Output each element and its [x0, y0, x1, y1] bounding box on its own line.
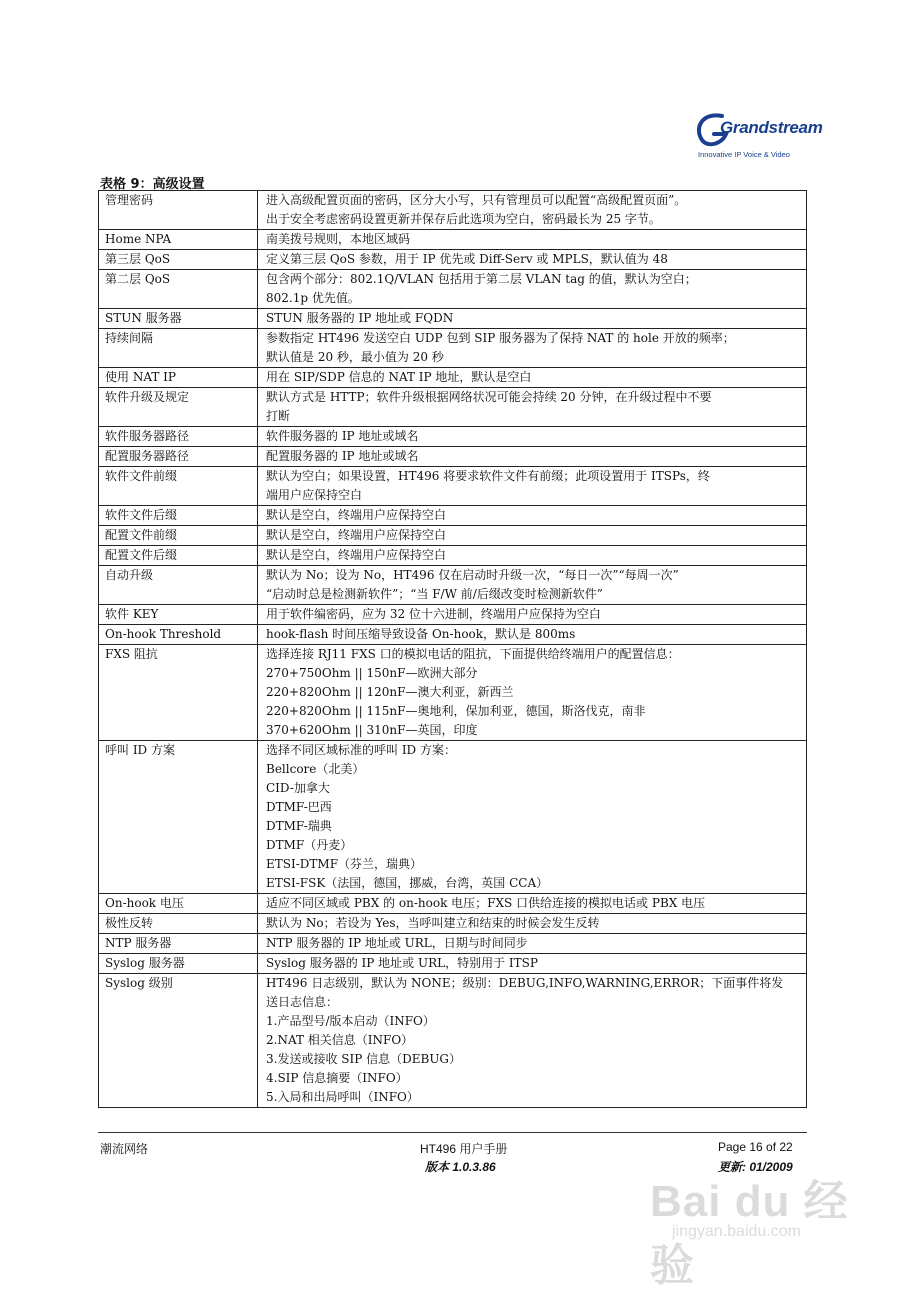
description-line: 270+750Ohm || 150nF—欧洲大部分 [266, 666, 478, 680]
table-row [99, 566, 807, 605]
description-line: 出于安全考虑密码设置更新并保存后此选项为空白，密码最长为 25 字节。 [266, 212, 661, 226]
setting-description [258, 270, 807, 309]
table-row [99, 467, 807, 506]
setting-description [258, 230, 807, 250]
setting-name: On-hook 电压 [99, 894, 258, 914]
setting-name: Syslog 级别 [99, 974, 258, 1108]
setting-name: 持续间隔 [99, 329, 258, 368]
description-line: 默认方式是 HTTP；软件升级根据网络状况可能会持续 20 分钟，在升级过程中不要 [266, 390, 712, 404]
setting-description [258, 741, 807, 894]
logo-brand-text: Grandstream [720, 118, 823, 137]
description-line: DTMF-瑞典 [266, 819, 332, 833]
description-line: 默认是空白，终端用户应保持空白 [266, 528, 447, 542]
setting-description [258, 934, 807, 954]
setting-description [258, 546, 807, 566]
table-row [99, 329, 807, 368]
table-row [99, 427, 807, 447]
description-line: 220+820Ohm || 115nF—奥地利，保加利亚，德国，斯洛伐克，南非 [266, 704, 646, 718]
table-row [99, 230, 807, 250]
description-line: NTP 服务器的 IP 地址或 URL，日期与时间同步 [266, 936, 528, 950]
setting-description [258, 526, 807, 546]
table-row [99, 526, 807, 546]
description-line: 2.NAT 相关信息（INFO） [266, 1033, 414, 1047]
setting-description [258, 566, 807, 605]
table-row [99, 954, 807, 974]
setting-name: 配置文件后缀 [99, 546, 258, 566]
setting-name: 使用 NAT IP [99, 368, 258, 388]
description-line: 南美拨号规则，本地区域码 [266, 232, 411, 246]
description-line: 5.入局和出局呼叫（INFO） [266, 1090, 419, 1104]
description-line: 进入高级配置页面的密码，区分大小写，只有管理员可以配置“高级配置页面”。 [266, 193, 687, 207]
description-line: 220+820Ohm || 120nF—澳大利亚，新西兰 [266, 685, 514, 699]
description-line: HT496 日志级别，默认为 NONE；级别：DEBUG,INFO,WARNING,ERROR；下面事件将发 [266, 976, 784, 990]
description-line: 定义第三层 QoS 参数，用于 IP 优先或 Diff-Serv 或 MPLS，默认值为 48 [266, 252, 668, 266]
description-line: Bellcore（北美） [266, 762, 365, 776]
description-line: 4.SIP 信息摘要（INFO） [266, 1071, 408, 1085]
setting-name: On-hook Threshold [99, 625, 258, 645]
table-row [99, 546, 807, 566]
description-line: 送日志信息： [266, 995, 339, 1009]
description-line: 包含两个部分：802.1Q/VLAN 包括用于第二层 VLAN tag 的值，默认为空白； [266, 272, 697, 286]
description-line: DTMF（丹麦） [266, 838, 353, 852]
table-row [99, 388, 807, 427]
setting-name: 软件服务器路径 [99, 427, 258, 447]
description-line: 选择连接 RJ11 FXS 口的模拟电话的阻抗，下面提供给终端用户的配置信息： [266, 647, 680, 661]
setting-name: 配置服务器路径 [99, 447, 258, 467]
table-row [99, 270, 807, 309]
description-line: 选择不同区域标准的呼叫 ID 方案： [266, 743, 456, 757]
setting-description [258, 645, 807, 741]
table-row [99, 914, 807, 934]
setting-name: 管理密码 [99, 191, 258, 230]
watermark-logo-text: Bai du 经验 [650, 1177, 849, 1290]
setting-name: Home NPA [99, 230, 258, 250]
setting-description [258, 329, 807, 368]
setting-description [258, 914, 807, 934]
setting-description [258, 250, 807, 270]
description-line: ETSI-FSK（法国，德国，挪威，台湾，英国 CCA） [266, 876, 549, 890]
footer-version: 版本 1.0.3.86 [425, 1160, 496, 1174]
description-line: 默认为 No；设为 No，HT496 仅在启动时升级一次，“每日一次”“每周一次” [266, 568, 679, 582]
setting-description [258, 191, 807, 230]
table-row [99, 894, 807, 914]
setting-name: Syslog 服务器 [99, 954, 258, 974]
advanced-settings-table [98, 190, 807, 1108]
table-row [99, 645, 807, 741]
setting-description [258, 506, 807, 526]
grandstream-logo [692, 110, 823, 168]
setting-description [258, 447, 807, 467]
setting-name: FXS 阻抗 [99, 645, 258, 741]
footer-manual-title: HT496 用户手册 [420, 1142, 508, 1156]
description-line: 参数指定 HT496 发送空白 UDP 包到 SIP 服务器为了保持 NAT 的 hole 开放的频率； [266, 331, 735, 345]
description-line: STUN 服务器的 IP 地址或 FQDN [266, 311, 454, 325]
setting-name: STUN 服务器 [99, 309, 258, 329]
setting-name: 呼叫 ID 方案 [99, 741, 258, 894]
table-row [99, 250, 807, 270]
setting-description [258, 625, 807, 645]
table-row [99, 605, 807, 625]
description-line: 软件服务器的 IP 地址或域名 [266, 429, 419, 443]
setting-name: 软件 KEY [99, 605, 258, 625]
footer-divider [98, 1132, 807, 1133]
description-line: 打断 [266, 409, 291, 423]
description-line: Syslog 服务器的 IP 地址或 URL，特别用于 ITSP [266, 956, 538, 970]
setting-name: 极性反转 [99, 914, 258, 934]
description-line: 用于软件编密码，应为 32 位十六进制，终端用户应保持为空白 [266, 607, 601, 621]
setting-description [258, 605, 807, 625]
setting-name: 自动升级 [99, 566, 258, 605]
setting-description [258, 368, 807, 388]
description-line: 用在 SIP/SDP 信息的 NAT IP 地址，默认是空白 [266, 370, 532, 384]
setting-name: 软件文件后缀 [99, 506, 258, 526]
setting-description [258, 309, 807, 329]
setting-description [258, 427, 807, 447]
description-line: ETSI-DTMF（芬兰，瑞典） [266, 857, 423, 871]
setting-description [258, 954, 807, 974]
setting-description [258, 467, 807, 506]
description-line: “启动时总是检测新软件”；“当 F/W 前/后缀改变时检测新软件” [266, 587, 603, 601]
description-line: hook-flash 时间压缩导致设备 On-hook，默认是 800ms [266, 627, 576, 641]
table-row [99, 934, 807, 954]
setting-name: 配置文件前缀 [99, 526, 258, 546]
table-row [99, 974, 807, 1108]
setting-name: 软件升级及规定 [99, 388, 258, 427]
table-row [99, 625, 807, 645]
description-line: 端用户应保持空白 [266, 488, 363, 502]
description-line: 默认是空白，终端用户应保持空白 [266, 508, 447, 522]
logo-tagline: Innovative IP Voice & Video [698, 150, 790, 159]
setting-name: 第三层 QoS [99, 250, 258, 270]
description-line: 配置服务器的 IP 地址或域名 [266, 449, 419, 463]
setting-name: 软件文件前缀 [99, 467, 258, 506]
description-line: 802.1p 优先值。 [266, 291, 360, 305]
description-line: 默认值是 20 秒，最小值为 20 秒 [266, 350, 444, 364]
description-line: CID-加拿大 [266, 781, 330, 795]
description-line: 适应不同区域或 PBX 的 on-hook 电压；FXS 口供给连接的模拟电话或 PBX 电压 [266, 896, 706, 910]
footer-updated-date: 更新: 01/2009 [718, 1160, 793, 1174]
setting-description [258, 894, 807, 914]
table-row [99, 309, 807, 329]
baidu-watermark [650, 1165, 860, 1290]
table-row [99, 506, 807, 526]
description-line: DTMF-巴西 [266, 800, 332, 814]
table-caption: 表格 9：高级设置 [100, 177, 205, 192]
setting-name: NTP 服务器 [99, 934, 258, 954]
table-row [99, 191, 807, 230]
description-line: 默认为 No；若设为 Yes，当呼叫建立和结束的时候会发生反转 [266, 916, 600, 930]
description-line: 默认为空白；如果设置，HT496 将要求软件文件有前缀；此项设置用于 ITSPs，终 [266, 469, 710, 483]
footer-company: 潮流网络 [100, 1142, 149, 1156]
footer-page-number: Page 16 of 22 [718, 1140, 793, 1154]
description-line: 3.发送或接收 SIP 信息（DEBUG） [266, 1052, 462, 1066]
setting-description [258, 388, 807, 427]
setting-description [258, 974, 807, 1108]
description-line: 370+620Ohm || 310nF—英国，印度 [266, 723, 478, 737]
table-row [99, 741, 807, 894]
table-row [99, 368, 807, 388]
description-line: 默认是空白，终端用户应保持空白 [266, 548, 447, 562]
description-line: 1.产品型号/版本启动（INFO） [266, 1014, 435, 1028]
setting-name: 第二层 QoS [99, 270, 258, 309]
table-row [99, 447, 807, 467]
watermark-url: jingyan.baidu.com [672, 1223, 801, 1240]
